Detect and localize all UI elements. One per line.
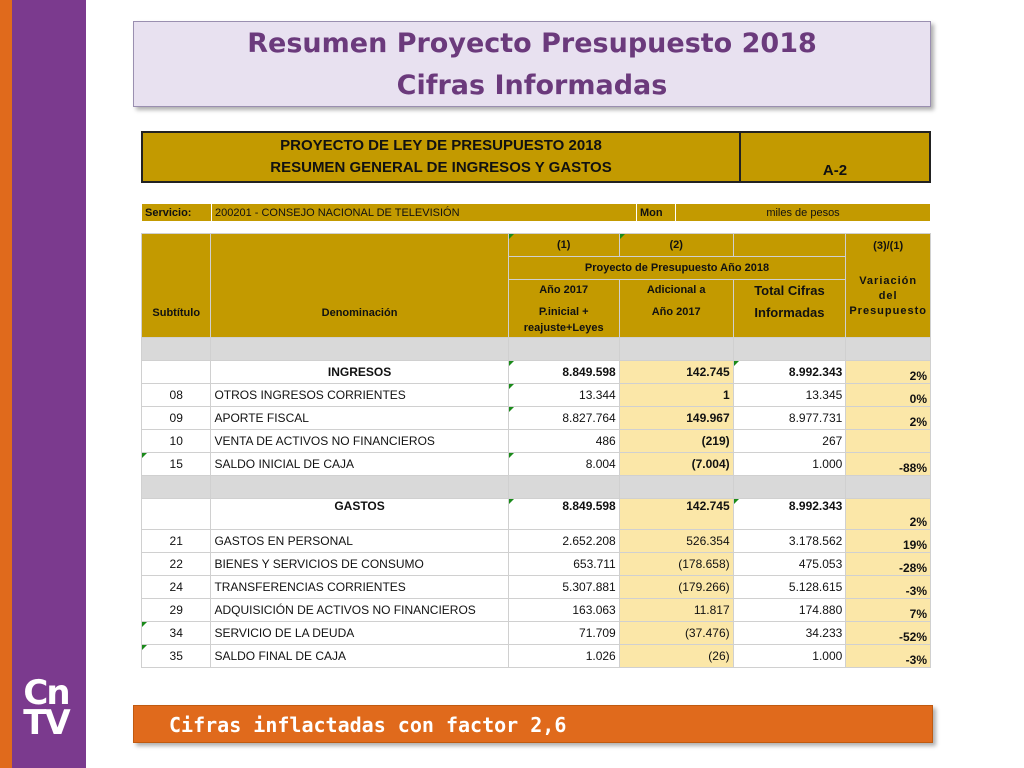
col-ano-2017: Año 2017 xyxy=(539,284,589,296)
service-value: 200201 - CONSEJO NACIONAL DE TELEVISIÓN xyxy=(212,204,637,222)
table-row: 08 OTROS INGRESOS CORRIENTES 13.344 1 13.345 0% xyxy=(142,384,931,407)
col-pinicial: P.inicial + reajuste+Leyes xyxy=(523,306,604,334)
budget-table xyxy=(141,233,931,668)
report-code: A-2 xyxy=(740,132,930,182)
currency-label: Mon xyxy=(637,204,676,222)
left-purple-stripe xyxy=(12,0,86,768)
col-2: (2) xyxy=(619,234,733,257)
title-line-1: Resumen Proyecto Presupuesto 2018 xyxy=(247,28,817,59)
table-row: 10 VENTA DE ACTIVOS NO FINANCIEROS 486 (219) 267 xyxy=(142,430,931,453)
table-row: 24 TRANSFERENCIAS CORRIENTES 5.307.881 (179.266) 5.128.615 -3% xyxy=(142,576,931,599)
left-orange-stripe xyxy=(0,0,12,768)
table-row: 35 SALDO FINAL DE CAJA 1.026 (26) 1.000 -3% xyxy=(142,645,931,668)
col-variacion: Variación del Presupuesto xyxy=(849,275,927,317)
col-denominacion: Denominación xyxy=(211,234,508,338)
table-row: 34 SERVICIO DE LA DEUDA 71.709 (37.476) 34.233 -52% xyxy=(142,622,931,645)
col-subtitulo: Subtítulo xyxy=(142,234,211,338)
col-3-over-1: (3)/(1) xyxy=(873,240,904,252)
report-header xyxy=(141,131,931,183)
table-row: 21 GASTOS EN PERSONAL 2.652.208 526.354 3.178.562 19% xyxy=(142,530,931,553)
col-total-2: Informadas xyxy=(754,305,825,320)
col-1: (1) xyxy=(508,234,619,257)
col-total: Total Cifras xyxy=(754,283,825,298)
report-title-1: PROYECTO DE LEY DE PRESUPUESTO 2018 xyxy=(280,137,602,154)
service-row xyxy=(141,203,931,222)
table-row: 15 SALDO INICIAL DE CAJA 8.004 (7.004) 1.000 -88% xyxy=(142,453,931,476)
table-row: 22 BIENES Y SERVICIOS DE CONSUMO 653.711 (178.658) 475.053 -28% xyxy=(142,553,931,576)
col-proyecto: Proyecto de Presupuesto Año 2018 xyxy=(508,257,846,280)
gastos-total-row: GASTOS 8.849.598 142.745 8.992.343 2% xyxy=(142,499,931,530)
table-row: 29 ADQUISICIÓN DE ACTIVOS NO FINANCIEROS 163.063 11.817 174.880 7% xyxy=(142,599,931,622)
title-line-2: Cifras Informadas xyxy=(396,70,668,101)
table-row: 09 APORTE FISCAL 8.827.764 149.967 8.977.731 2% xyxy=(142,407,931,430)
col-adicional: Adicional a xyxy=(646,284,706,296)
service-label: Servicio: xyxy=(142,204,212,222)
ingresos-total-row: INGRESOS 8.849.598 142.745 8.992.343 2% xyxy=(142,361,931,384)
cntv-logo: Cn TV xyxy=(23,673,69,743)
col-adicional-ano: Año 2017 xyxy=(651,306,701,318)
report-title-2: RESUMEN GENERAL DE INGRESOS Y GASTOS xyxy=(270,159,612,176)
footer-note: Cifras inflactadas con factor 2,6 xyxy=(133,705,933,743)
slide-title xyxy=(133,21,931,107)
currency-unit: miles de pesos xyxy=(676,204,931,222)
